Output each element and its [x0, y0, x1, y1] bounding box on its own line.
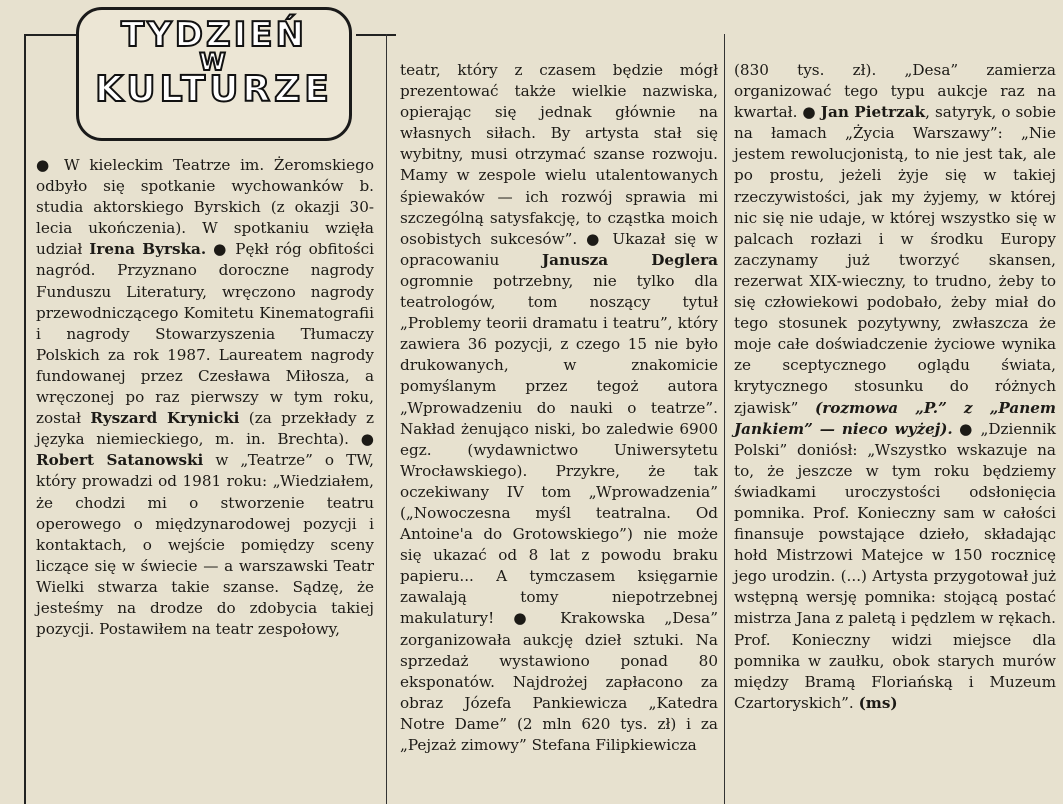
frame-rule-top [24, 34, 78, 36]
person-name: Irena Byrska. [89, 240, 207, 259]
article-column-2 [400, 60, 718, 756]
heading-line-1: TYDZIEŃ [120, 15, 308, 55]
text-run: (za przekłady z języka niemieckiego, m. in. Brechta). ● [36, 409, 374, 449]
source-citation: (rozmowa „P.” z „Panem Jankiem” — nieco wyżej). [734, 398, 1056, 438]
text-run: ● „Dziennik Polski” doniósł: „Wszystko wskazuje na to, że jeszcze w tym roku będziemy świadkami uroczystości odsłonięcia pomnika. Prof. Konieczny sam w całości finansuje powstające dzieło, składając hołd Mistrzowi Matejce w 150 rocznicę jego urodzin. (...) Artysta przygotował już wstępną wersję pomnika: stojącą postać mistrza Jana z paletą i pędzlem w rękach. Prof. Konieczny widzi miejsce dla pomnika w zaułku, obok starych murów między Bramą Floriańską i Muzeum Czartoryskich”. [734, 419, 1056, 712]
article-column-1 [36, 155, 374, 640]
text-run: ● W kieleckim Teatrze im. Żeromskiego odbyło się spotkanie wychowanków b. studia aktorskiego Byrskich (z okazji 30-lecia ukończenia). W spotkaniu wzięła udział [36, 156, 374, 259]
section-heading-box [76, 7, 352, 141]
column-2-text [400, 60, 718, 756]
text-run: ● Pękł róg obfitości nagród. Przyznano doroczne nagrody Funduszu Literatury, wręczono nagrody przewodniczącego Komitetu Kinematografii i nagrody Stowarzyszenia Tłumaczy Polskich za rok 1987. Laureatem nagrody fundowanej przez Czesława Miłosza, a wręczonej po raz pierwszy w tym roku, został [36, 240, 374, 428]
column-1-text [36, 155, 374, 640]
text-run: (830 tys. zł). „Desa” zamierza organizować tego typu aukcje raz na kwartał. ● [734, 61, 1056, 122]
column-divider-2 [724, 34, 725, 804]
person-name: Robert Satanowski [36, 451, 204, 470]
text-run: w „Teatrze” o TW, który prowadzi od 1981 roku: „Wiedziałem, że chodzi mi o stworzenie teatru operowego o międzynarodowej pozycji i kontaktach, o wejście pomiędzy sceny liczące się w świecie — a warszawski Teatr Wielki stwarza takie szanse. Sądzę, że jesteśmy na drodze do zdobycia takiej pozycji. Postawiłem na teatr zespołowy, [36, 451, 374, 639]
person-name: Jan Pietrzak [820, 103, 926, 122]
frame-rule-left [24, 34, 26, 804]
heading-line-3: KULTURZE [95, 69, 333, 110]
text-run: teatr, który z czasem będzie mógł prezentować także wielkie nazwiska, opierając się jednak głównie na własnych siłach. By artysta stał się wybitny, musi otrzymać szanse rozwoju. Mamy w zespole wielu utalentowanych śpiewaków — ich rozwój sprawia mi szczególną satysfakcję, to cząstka moich osobistych sukcesów”. ● Ukazał się w opracowaniu [400, 61, 718, 269]
person-name: Janusza Deglera [541, 250, 718, 269]
heading-line-2: W [199, 48, 229, 76]
article-column-3 [734, 60, 1056, 714]
text-run: ogromnie potrzebny, nie tylko dla teatrologów, tom noszący tytuł „Problemy teorii dramatu i teatru”, który zawiera 36 pozycji, z czego 15 nie było drukowanych, w znakomicie pomyślanym przez tegoż autora „Wprowadzeniu do nauki o teatrze”. Nakład żenująco niski, bo zaledwie 6900 egz. (wydawnictwo Uniwersytetu Wrocławskiego). Przykre, że tak oczekiwany IV tom „Wprowadzenia” („Nowoczesna myśl teatralna. Od Antoine'a do Grotowskiego”) nie może się ukazać od 8 lat z powodu braku papieru... A tymczasem księgarnie zawalają tomy niepotrzebnej makulatury! ● Krakowska „Desa” zorganizowała aukcję dzieł sztuki. Na sprzedaż wystawiono ponad 80 eksponatów. Najdrożej zapłacono za obraz Józefa Pankiewicza „Katedra Notre Dame” (2 mln 620 tys. zł) i za „Pejzaż zimowy” Stefana Filipkiewicza [400, 271, 718, 754]
author-signature: (ms) [858, 693, 898, 712]
person-name: Ryszard Krynicki [90, 409, 240, 428]
frame-rule-top-right [356, 34, 396, 36]
column-3-text [734, 60, 1056, 714]
column-divider-1 [386, 34, 387, 804]
text-run: , satyryk, o sobie na łamach „Życia Warszawy”: „Nie jestem rewolucjonistą, to nie jest tak, ale po prostu, jeżeli żyje się w takiej rzeczywistości, jak my żyjemy, w której nic się nie udaje, w której wszystko się w palcach rozłazi i w środku Europy zaczynamy już tworzyć skansen, rezerwat XIX-wieczny, to trudno, żeby to się człowiekowi podobało, żeby miał do tego stosunek pozytywny, zwłaszcza że moje całe doświadczenie życiowe wynika ze sceptycznego oglądu świata, krytycznego stosunku do różnych zjawisk” [734, 103, 1056, 417]
